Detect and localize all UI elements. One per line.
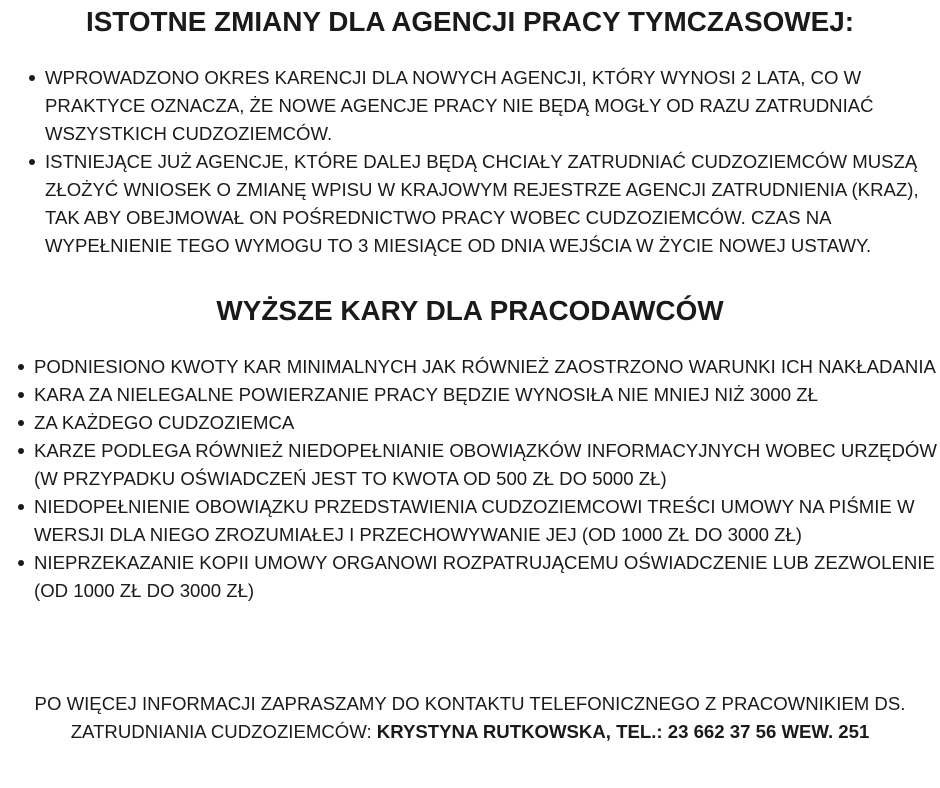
list-item: ZA KAŻDEGO CUDZOZIEMCA — [34, 409, 940, 437]
list-item: NIEDOPEŁNIENIE OBOWIĄZKU PRZEDSTAWIENIA CUDZOZIEMCOWI TREŚCI UMOWY NA PIŚMIE W WERSJI DLA NIEGO ZROZUMIAŁEJ I PRZECHOWYWANIE JEJ (OD 1000 ZŁ DO 3000 ZŁ) — [34, 493, 940, 549]
list-item: KARA ZA NIELEGALNE POWIERZANIE PRACY BĘDZIE WYNOSIŁA NIE MNIEJ NIŻ 3000 ZŁ — [34, 381, 940, 409]
list-item: KARZE PODLEGA RÓWNIEŻ NIEDOPEŁNIANIE OBOWIĄZKÓW INFORMACYJNYCH WOBEC URZĘDÓW (W PRZYPADKU OŚWIADCZEŃ JEST TO KWOTA OD 500 ZŁ DO 5000 ZŁ) — [34, 437, 940, 493]
contact-details: KRYSTYNA RUTKOWSKA, TEL.: 23 662 37 56 WEW. 251 — [376, 721, 870, 742]
agencies-changes-list — [0, 64, 940, 260]
list-item: ISTNIEJĄCE JUŻ AGENCJE, KTÓRE DALEJ BĘDĄ CHCIAŁY ZATRUDNIAĆ CUDZOZIEMCÓW MUSZĄ ZŁOŻYĆ WNIOSEK O ZMIANĘ WPISU W KRAJOWYM REJESTRZE AGENCJI ZATRUDNIENIA (KRAZ), TAK ABY OBEJMOWAŁ ON POŚREDNICTWO PRACY WOBEC CUDZOZIEMCÓW. CZAS NA WYPEŁNIENIE TEGO WYMOGU TO 3 MIESIĄCE OD DNIA WEJŚCIA W ŻYCIE NOWEJ USTAWY. — [45, 148, 940, 260]
footer-text: PO WIĘCEJ INFORMACJI ZAPRASZAMY DO KONTAKTU TELEFONICZNEGO Z PRACOWNIKIEM DS. ZATRUDNIANIA CUDZOZIEMCÓW: — [34, 693, 906, 742]
section-heading-agencies: ISTOTNE ZMIANY DLA AGENCJI PRACY TYMCZASOWEJ: — [85, 6, 855, 37]
list-item: NIEPRZEKAZANIE KOPII UMOWY ORGANOWI ROZPATRUJĄCEMU OŚWIADCZENIE LUB ZEZWOLENIE (OD 1000 ZŁ DO 3000 ZŁ) — [34, 549, 940, 605]
list-item: PODNIESIONO KWOTY KAR MINIMALNYCH JAK RÓWNIEŻ ZAOSTRZONO WARUNKI ICH NAKŁADANIA — [34, 353, 940, 381]
list-item: WPROWADZONO OKRES KARENCJI DLA NOWYCH AGENCJI, KTÓRY WYNOSI 2 LATA, CO W PRAKTYCE OZNACZA, ŻE NOWE AGENCJE PRACY NIE BĘDĄ MOGŁY OD RAZU ZATRUDNIAĆ WSZYSTKICH CUDZOZIEMCÓW. — [45, 64, 940, 148]
penalties-list — [0, 353, 940, 605]
contact-footer — [0, 690, 940, 746]
section-heading-penalties: WYŻSZE KARY DLA PRACODAWCÓW — [216, 295, 724, 326]
